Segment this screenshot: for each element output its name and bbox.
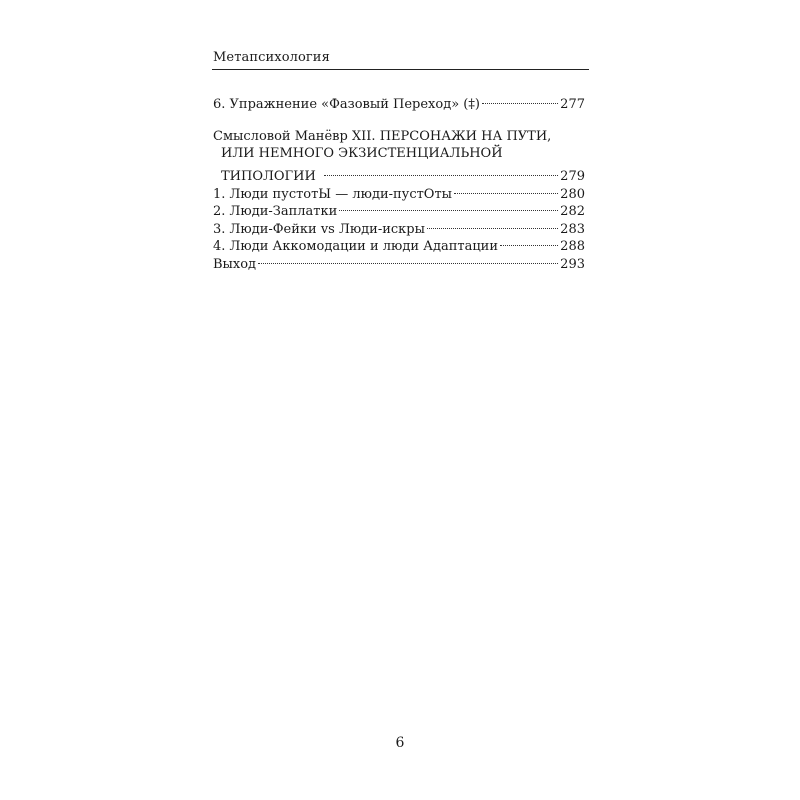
toc-entry-page: 279 (560, 169, 585, 184)
toc-entry-title: 2. Люди-Заплатки (213, 204, 338, 219)
toc-entry-title: Выход (213, 256, 257, 272)
toc-leader-dots (324, 163, 558, 181)
toc-entry-page: 280 (560, 186, 585, 202)
toc-leader-dots (339, 198, 558, 216)
toc-leader-dots (258, 250, 558, 268)
toc-entry-page: 288 (560, 239, 585, 254)
toc-leader-dots (482, 90, 558, 108)
toc-entry-page: 283 (560, 221, 585, 237)
toc-leader-dots (427, 215, 558, 233)
toc-entry-page: 277 (560, 96, 585, 112)
toc-entry-page: 293 (560, 256, 585, 272)
chapter-title-line-2: ИЛИ НЕМНОГО ЭКЗИСТЕНЦИАЛЬНОЙ (221, 146, 503, 161)
chapter-title-line-3 (213, 163, 585, 184)
page-number: 6 (395, 735, 405, 751)
toc-leader-dots (454, 180, 558, 198)
chapter-title-line-1: Смысловой Манёвр XII. ПЕРСОНАЖИ НА ПУТИ, (213, 128, 552, 144)
toc-entry-title: 4. Люди Аккомодации и люди Адаптации (213, 239, 499, 254)
toc-entry[interactable] (213, 250, 585, 272)
header-rule (212, 69, 589, 70)
toc-entry-page: 282 (560, 204, 585, 219)
toc-entry-title: 1. Люди пустотЫ — люди-пустОты (213, 186, 452, 202)
table-of-contents (213, 90, 585, 272)
toc-leader-dots (500, 233, 558, 251)
toc-entry-phase-transition[interactable] (213, 90, 585, 112)
toc-entry-title: 6. Упражнение «Фазовый Переход» (‡) (213, 96, 480, 112)
toc-entry-title: 3. Люди-Фейки vs Люди-искры (213, 221, 425, 237)
toc-entry-title: ТИПОЛОГИИ (221, 169, 316, 184)
toc-chapter-heading[interactable] (213, 128, 585, 184)
running-head: Метапсихология (213, 50, 330, 65)
